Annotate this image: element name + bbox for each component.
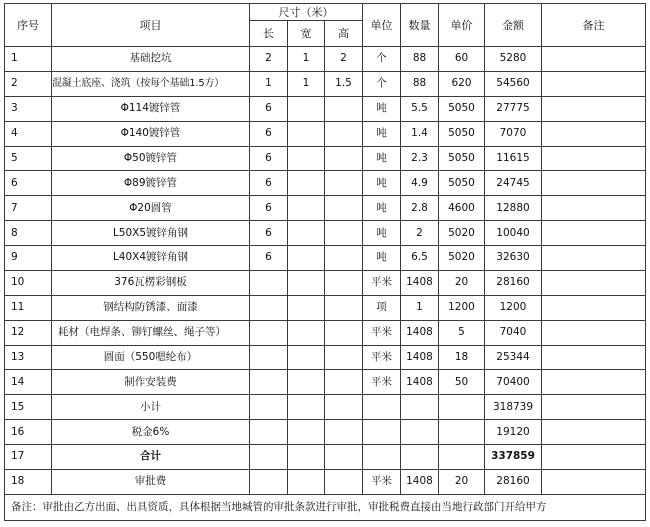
- cell-amount: 25344: [485, 345, 542, 370]
- cell-price: 20: [439, 270, 485, 295]
- cell-price: [439, 445, 485, 470]
- cell-remark: [542, 345, 646, 370]
- cell-amount: 10040: [485, 221, 542, 246]
- cell-seq: 1: [5, 47, 52, 72]
- cell-remark: [542, 71, 646, 96]
- cell-qty: 88: [401, 47, 439, 72]
- header-size: 尺寸（米）: [250, 4, 363, 21]
- cell-unit: 吨: [363, 146, 401, 171]
- cell-item: 基础挖坑: [52, 47, 250, 72]
- cell-length: 6: [250, 121, 288, 146]
- cell-width: 1: [288, 71, 325, 96]
- cell-item: L40X4镀锌角钢: [52, 246, 250, 271]
- table-body: [5, 47, 646, 495]
- cell-item: Φ89镀锌管: [52, 171, 250, 196]
- cell-qty: 1408: [401, 469, 439, 494]
- cell-width: [288, 171, 325, 196]
- cell-qty: [401, 420, 439, 445]
- cell-item: L50X5镀锌角钢: [52, 221, 250, 246]
- cell-height: [325, 146, 363, 171]
- table-row: [5, 295, 646, 320]
- cell-remark: [542, 445, 646, 470]
- cell-width: [288, 270, 325, 295]
- table-row: [5, 320, 646, 345]
- cell-item: Φ50镀锌管: [52, 146, 250, 171]
- cost-table: [4, 3, 646, 521]
- cell-price: 5: [439, 320, 485, 345]
- cell-width: [288, 420, 325, 445]
- cell-qty: 5.5: [401, 96, 439, 121]
- cell-remark: [542, 469, 646, 494]
- cell-height: [325, 171, 363, 196]
- cell-seq: 8: [5, 221, 52, 246]
- cell-item: Φ114镀锌管: [52, 96, 250, 121]
- cell-length: [250, 395, 288, 420]
- header-price: 单价: [439, 4, 485, 47]
- cell-amount: 337859: [485, 445, 542, 470]
- cell-qty: 1.4: [401, 121, 439, 146]
- cell-length: 6: [250, 196, 288, 221]
- cell-remark: [542, 96, 646, 121]
- table-row: [5, 445, 646, 470]
- cell-price: 5020: [439, 221, 485, 246]
- cell-width: [288, 370, 325, 395]
- cell-height: [325, 420, 363, 445]
- cell-price: 5050: [439, 146, 485, 171]
- cell-seq: 10: [5, 270, 52, 295]
- cell-length: 6: [250, 221, 288, 246]
- header-remark: 备注: [542, 4, 646, 47]
- cell-seq: 17: [5, 445, 52, 470]
- cell-unit: 吨: [363, 96, 401, 121]
- cell-seq: 11: [5, 295, 52, 320]
- cell-qty: 1408: [401, 345, 439, 370]
- cell-item: 耗材（电焊条、铆钉螺丝、绳子等）: [52, 320, 250, 345]
- cell-seq: 6: [5, 171, 52, 196]
- cell-remark: [542, 370, 646, 395]
- cell-width: [288, 146, 325, 171]
- table-row: [5, 96, 646, 121]
- cell-seq: 5: [5, 146, 52, 171]
- cell-seq: 15: [5, 395, 52, 420]
- cell-remark: [542, 121, 646, 146]
- cell-length: [250, 270, 288, 295]
- table-row: [5, 196, 646, 221]
- cell-amount: 11615: [485, 146, 542, 171]
- cell-price: 620: [439, 71, 485, 96]
- cell-unit: 平米: [363, 370, 401, 395]
- cell-item: 小计: [52, 395, 250, 420]
- cell-length: 1: [250, 71, 288, 96]
- table-row: [5, 71, 646, 96]
- cell-width: [288, 221, 325, 246]
- cell-seq: 16: [5, 420, 52, 445]
- table-row: [5, 246, 646, 271]
- cell-amount: 27775: [485, 96, 542, 121]
- cell-seq: 18: [5, 469, 52, 494]
- cell-height: [325, 121, 363, 146]
- cell-qty: 2: [401, 221, 439, 246]
- cell-price: [439, 420, 485, 445]
- cell-height: [325, 370, 363, 395]
- cell-height: [325, 96, 363, 121]
- cell-item: 审批费: [52, 469, 250, 494]
- cell-price: 50: [439, 370, 485, 395]
- table-row: [5, 395, 646, 420]
- cell-remark: [542, 171, 646, 196]
- cell-item: 合计: [52, 445, 250, 470]
- cell-length: [250, 345, 288, 370]
- header-item: 项目: [52, 4, 250, 47]
- cell-width: [288, 445, 325, 470]
- cell-width: [288, 196, 325, 221]
- cell-length: [250, 370, 288, 395]
- cell-item: Φ140镀锌管: [52, 121, 250, 146]
- cell-qty: 2.8: [401, 196, 439, 221]
- cell-seq: 9: [5, 246, 52, 271]
- cell-amount: 12880: [485, 196, 542, 221]
- cell-seq: 7: [5, 196, 52, 221]
- cell-qty: [401, 395, 439, 420]
- cell-length: 6: [250, 246, 288, 271]
- cell-price: 5020: [439, 246, 485, 271]
- table-row: [5, 270, 646, 295]
- cell-length: [250, 295, 288, 320]
- cell-height: [325, 395, 363, 420]
- cell-item: 制作安装费: [52, 370, 250, 395]
- cell-item: 混凝土底座、浇筑（按每个基础1.5方）: [52, 71, 250, 96]
- cell-length: 6: [250, 96, 288, 121]
- cell-unit: 吨: [363, 196, 401, 221]
- cell-width: [288, 121, 325, 146]
- cell-price: 4600: [439, 196, 485, 221]
- cell-amount: 5280: [485, 47, 542, 72]
- cell-unit: [363, 420, 401, 445]
- cell-width: [288, 246, 325, 271]
- cell-price: 5050: [439, 171, 485, 196]
- cell-remark: [542, 196, 646, 221]
- cell-width: [288, 295, 325, 320]
- table-row: [5, 221, 646, 246]
- cell-amount: 28160: [485, 270, 542, 295]
- cell-width: [288, 96, 325, 121]
- table-row: [5, 370, 646, 395]
- cell-height: [325, 445, 363, 470]
- cell-unit: 吨: [363, 221, 401, 246]
- cell-seq: 12: [5, 320, 52, 345]
- cell-height: [325, 469, 363, 494]
- cell-item: 税金6%: [52, 420, 250, 445]
- cell-price: 5050: [439, 121, 485, 146]
- cell-length: 6: [250, 146, 288, 171]
- table-row: [5, 121, 646, 146]
- cell-unit: 平米: [363, 320, 401, 345]
- footnote-text: 备注：审批由乙方出面、出具资质，具体根据当地城管的审批条款进行审批，审批税费直接由当地行政部门开给甲方: [5, 495, 646, 521]
- table-row: [5, 146, 646, 171]
- cell-unit: 个: [363, 71, 401, 96]
- cell-price: 20: [439, 469, 485, 494]
- cell-item: Φ20圆管: [52, 196, 250, 221]
- cell-remark: [542, 270, 646, 295]
- table-row: [5, 47, 646, 72]
- header-amount: 金额: [485, 4, 542, 47]
- cell-height: 1.5: [325, 71, 363, 96]
- cell-unit: 平米: [363, 345, 401, 370]
- cell-width: [288, 395, 325, 420]
- cell-length: [250, 445, 288, 470]
- cell-remark: [542, 320, 646, 345]
- cell-price: 18: [439, 345, 485, 370]
- cell-width: [288, 320, 325, 345]
- cell-amount: 318739: [485, 395, 542, 420]
- cell-seq: 2: [5, 71, 52, 96]
- cell-qty: 4.9: [401, 171, 439, 196]
- cost-estimate-sheet: [4, 3, 645, 521]
- header-row-top: [5, 4, 646, 21]
- cell-qty: 1: [401, 295, 439, 320]
- table-row: [5, 469, 646, 494]
- cell-remark: [542, 395, 646, 420]
- header-seq: 序号: [5, 4, 52, 47]
- cell-seq: 13: [5, 345, 52, 370]
- header-height: 高: [325, 21, 363, 47]
- cell-amount: 70400: [485, 370, 542, 395]
- cell-seq: 3: [5, 96, 52, 121]
- cell-price: 60: [439, 47, 485, 72]
- cell-height: [325, 246, 363, 271]
- cell-amount: 19120: [485, 420, 542, 445]
- cell-unit: 项: [363, 295, 401, 320]
- cell-length: [250, 469, 288, 494]
- cell-seq: 4: [5, 121, 52, 146]
- cell-price: 5050: [439, 96, 485, 121]
- cell-remark: [542, 246, 646, 271]
- header-qty: 数量: [401, 4, 439, 47]
- cell-qty: 1408: [401, 270, 439, 295]
- cell-remark: [542, 221, 646, 246]
- cell-height: [325, 196, 363, 221]
- cell-qty: 6.5: [401, 246, 439, 271]
- cell-remark: [542, 420, 646, 445]
- cell-amount: 1200: [485, 295, 542, 320]
- cell-item: 376瓦楞彩钢板: [52, 270, 250, 295]
- cell-height: 2: [325, 47, 363, 72]
- header-unit: 单位: [363, 4, 401, 47]
- cell-qty: 1408: [401, 370, 439, 395]
- cell-unit: 吨: [363, 246, 401, 271]
- cell-unit: 平米: [363, 469, 401, 494]
- cell-qty: [401, 445, 439, 470]
- cell-remark: [542, 295, 646, 320]
- table-row: [5, 345, 646, 370]
- cell-item: 钢结构防锈漆、面漆: [52, 295, 250, 320]
- cell-unit: 平米: [363, 270, 401, 295]
- cell-length: [250, 320, 288, 345]
- header-width: 宽: [288, 21, 325, 47]
- cell-width: [288, 469, 325, 494]
- cell-height: [325, 221, 363, 246]
- cell-amount: 24745: [485, 171, 542, 196]
- cell-height: [325, 320, 363, 345]
- cell-unit: 个: [363, 47, 401, 72]
- cell-amount: 28160: [485, 469, 542, 494]
- cell-length: 2: [250, 47, 288, 72]
- table-row: [5, 420, 646, 445]
- cell-unit: 吨: [363, 171, 401, 196]
- cell-remark: [542, 47, 646, 72]
- cell-remark: [542, 146, 646, 171]
- cell-unit: [363, 395, 401, 420]
- cell-height: [325, 295, 363, 320]
- cell-unit: [363, 445, 401, 470]
- cell-amount: 7040: [485, 320, 542, 345]
- table-header: [5, 4, 646, 47]
- cell-width: [288, 345, 325, 370]
- cell-qty: 88: [401, 71, 439, 96]
- cell-length: 6: [250, 171, 288, 196]
- cell-length: [250, 420, 288, 445]
- cell-height: [325, 270, 363, 295]
- cell-price: [439, 395, 485, 420]
- cell-amount: 7070: [485, 121, 542, 146]
- header-length: 长: [250, 21, 288, 47]
- cell-price: 1200: [439, 295, 485, 320]
- footnote-row: [5, 495, 646, 521]
- cell-amount: 32630: [485, 246, 542, 271]
- cell-amount: 54560: [485, 71, 542, 96]
- cell-qty: 1408: [401, 320, 439, 345]
- cell-height: [325, 345, 363, 370]
- cell-qty: 2.3: [401, 146, 439, 171]
- cell-item: 圆面（550嗯纶布）: [52, 345, 250, 370]
- cell-unit: 吨: [363, 121, 401, 146]
- table-row: [5, 171, 646, 196]
- cell-width: 1: [288, 47, 325, 72]
- cell-seq: 14: [5, 370, 52, 395]
